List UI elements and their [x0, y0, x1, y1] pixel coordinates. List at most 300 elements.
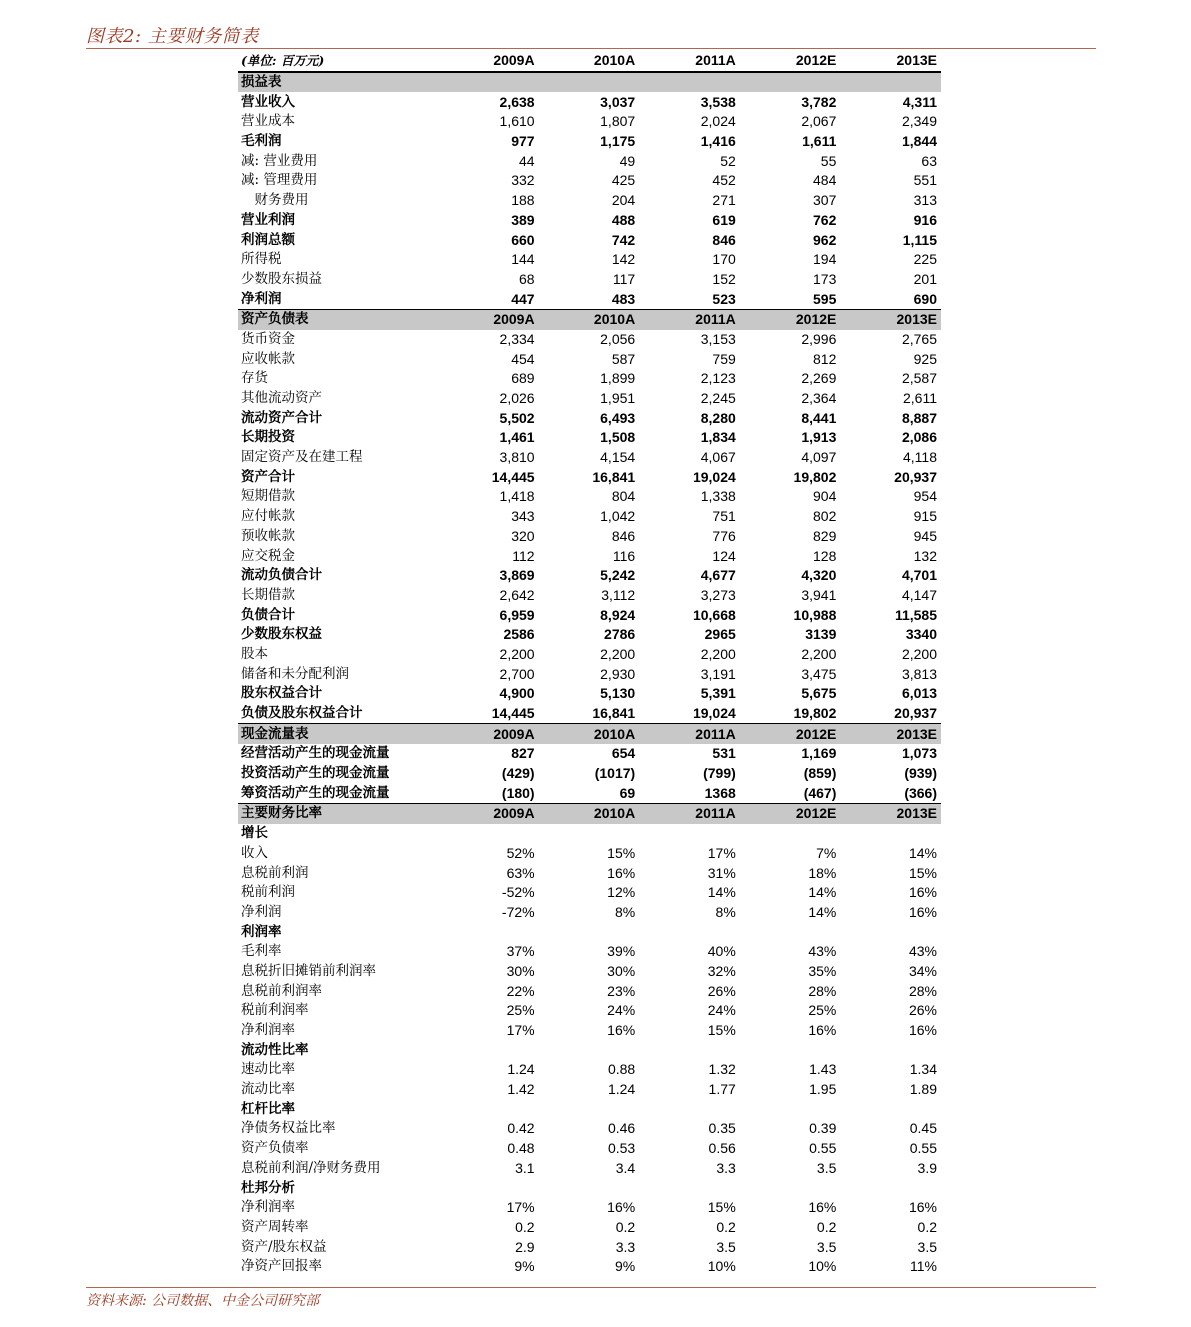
cell-value: 128: [813, 547, 837, 564]
table-row: [238, 586, 941, 606]
cell-value: 2,364: [801, 390, 837, 407]
cell-value: 3340: [905, 626, 937, 643]
table-row: [238, 1060, 941, 1080]
bottom-rule: [86, 1287, 1096, 1288]
table-row: [238, 369, 941, 389]
cell-value: 389: [511, 211, 535, 228]
row-label: 净资产回报率: [241, 1258, 322, 1275]
cell-value: 194: [813, 251, 837, 268]
cell-value: 1,418: [499, 488, 535, 505]
row-label: 主要财务比率: [238, 804, 438, 824]
cell-value: 3,810: [499, 449, 535, 466]
section-header-row: [238, 72, 941, 93]
cell-value: 0.55: [809, 1140, 837, 1157]
cell-value: 827: [511, 745, 535, 762]
cell-value: 2012E: [740, 724, 841, 744]
row-label: 少数股东权益: [241, 626, 322, 643]
cell-value: 18%: [808, 864, 837, 881]
row-label: 净利润率: [241, 1199, 295, 1216]
cell-value: 19,802: [793, 468, 837, 485]
cell-value: 2.9: [515, 1238, 535, 1255]
cell-value: 1,508: [600, 429, 636, 446]
cell-value: [539, 72, 640, 93]
cell-value: 17%: [506, 1199, 535, 1216]
cell-value: [740, 824, 841, 844]
cell-value: 484: [813, 172, 837, 189]
cell-value: 3.3: [716, 1159, 736, 1176]
cell-value: 10,668: [692, 606, 736, 623]
cell-value: 173: [813, 270, 837, 287]
row-label: 资产周转率: [241, 1218, 309, 1235]
cell-value: 6,959: [499, 606, 535, 623]
row-label: 税前利润率: [241, 1002, 309, 1019]
row-label: 固定资产及在建工程: [241, 449, 363, 466]
cell-value: 3,273: [700, 586, 736, 603]
cell-value: 204: [611, 192, 636, 209]
year-header: 2013E: [840, 51, 941, 72]
cell-value: 2,700: [499, 665, 535, 682]
table-row: [238, 527, 941, 547]
cell-value: 829: [813, 527, 837, 544]
cell-value: [840, 72, 941, 93]
cell-value: 5,130: [600, 685, 636, 702]
table-row: [238, 171, 941, 191]
row-label: 货币资金: [241, 330, 295, 347]
cell-value: 3,191: [700, 665, 736, 682]
cell-value: 24%: [707, 1002, 736, 1019]
cell-value: [639, 72, 740, 93]
cell-value: 19,802: [793, 705, 837, 722]
cell-value: 925: [913, 350, 937, 367]
cell-value: 2,200: [499, 645, 535, 662]
cell-value: 30%: [607, 962, 636, 979]
row-label: 资产负债率: [241, 1140, 309, 1157]
row-label: 流动资产合计: [241, 409, 322, 426]
row-label: 息税前利润/净财务费用: [241, 1159, 381, 1176]
table-row: [238, 448, 941, 468]
table-row: [238, 250, 941, 270]
cell-value: 4,097: [801, 449, 837, 466]
cell-value: 1.34: [909, 1061, 937, 1078]
cell-value: 2013E: [840, 309, 941, 329]
row-label: 流动负债合计: [241, 567, 322, 584]
cell-value: 2011A: [639, 724, 740, 744]
row-label: 息税折旧摊销前利润率: [241, 962, 376, 979]
cell-value: 2,638: [499, 93, 535, 110]
cell-value: 1.42: [507, 1081, 535, 1098]
table-row: [238, 981, 941, 1001]
cell-value: [639, 1178, 740, 1198]
row-label: 增长: [241, 825, 268, 842]
table-row: [238, 605, 941, 625]
cell-value: 28%: [808, 982, 837, 999]
cell-value: [438, 922, 539, 942]
cell-value: 1,610: [499, 113, 535, 130]
cell-value: 4,311: [902, 93, 937, 110]
cell-value: 447: [511, 290, 535, 307]
cell-value: 16,841: [592, 468, 636, 485]
cell-value: 945: [913, 527, 937, 544]
cell-value: 977: [511, 133, 535, 150]
cell-value: 11%: [910, 1258, 937, 1275]
cell-value: 3.5: [816, 1238, 837, 1255]
cell-value: 3,813: [901, 665, 937, 682]
cell-value: 15%: [908, 864, 937, 881]
table-header-row: [238, 51, 941, 72]
table-row: [238, 942, 941, 962]
cell-value: (939): [904, 765, 937, 782]
cell-value: 4,900: [499, 685, 535, 702]
table-row: [238, 566, 941, 586]
cell-value: 0.2: [917, 1218, 937, 1235]
row-label: 毛利润: [241, 133, 282, 150]
cell-value: 12%: [607, 884, 636, 901]
cell-value: 488: [611, 211, 636, 228]
cell-value: 2,349: [901, 113, 937, 130]
cell-value: 2,024: [700, 113, 736, 130]
cell-value: 776: [712, 527, 736, 544]
cell-value: 4,147: [901, 586, 937, 603]
cell-value: 2013E: [840, 724, 941, 744]
cell-value: 15%: [707, 1199, 736, 1216]
year-header: 2009A: [438, 51, 539, 72]
cell-value: (429): [501, 765, 535, 782]
cell-value: 1.77: [708, 1081, 736, 1098]
cell-value: 7%: [816, 844, 837, 861]
cell-value: (1017): [594, 765, 636, 782]
row-label: 杠杆比率: [241, 1100, 295, 1117]
cell-value: 452: [712, 172, 736, 189]
cell-value: [740, 922, 841, 942]
cell-value: 0.55: [909, 1140, 937, 1157]
cell-value: 17%: [506, 1022, 535, 1039]
cell-value: 2,200: [901, 645, 937, 662]
cell-value: 689: [511, 370, 535, 387]
cell-value: 2010A: [539, 724, 640, 744]
cell-value: 8,280: [700, 409, 736, 426]
year-header: 2011A: [639, 51, 740, 72]
table-row: [238, 1159, 941, 1179]
table-row: [238, 408, 941, 428]
cell-value: 25%: [808, 1002, 837, 1019]
cell-value: 44: [519, 152, 535, 169]
cell-value: (366): [904, 784, 937, 801]
subsection-row: [238, 1099, 941, 1119]
cell-value: 52: [720, 152, 736, 169]
cell-value: 3,475: [801, 665, 837, 682]
cell-value: 8%: [614, 903, 636, 920]
cell-value: 16%: [607, 1199, 636, 1216]
cell-value: [539, 1178, 640, 1198]
cell-value: 35%: [808, 962, 837, 979]
cell-value: 23%: [607, 982, 636, 999]
cell-value: 1,042: [600, 508, 636, 525]
cell-value: 915: [913, 508, 937, 525]
cell-value: 751: [712, 508, 736, 525]
cell-value: 3,037: [600, 93, 636, 110]
cell-value: 16,841: [592, 705, 636, 722]
cell-value: 2012E: [740, 309, 841, 329]
cell-value: 1,834: [700, 429, 736, 446]
cell-value: 116: [612, 547, 636, 564]
cell-value: 332: [511, 172, 535, 189]
cell-value: [840, 1040, 941, 1060]
cell-value: 68: [519, 270, 535, 287]
row-label: 流动比率: [241, 1081, 295, 1098]
row-label: 所得税: [241, 251, 282, 268]
cell-value: 39%: [607, 943, 636, 960]
cell-value: 1,115: [902, 231, 937, 248]
table-row: [238, 230, 941, 250]
table-row: [238, 1119, 941, 1139]
cell-value: 26%: [908, 1002, 937, 1019]
row-label: 毛利率: [241, 943, 282, 960]
cell-value: 4,118: [903, 449, 937, 466]
cell-value: [840, 922, 941, 942]
cell-value: 2009A: [438, 804, 539, 824]
table-row: [238, 428, 941, 448]
cell-value: 0.2: [615, 1218, 636, 1235]
subsection-row: [238, 922, 941, 942]
cell-value: 742: [611, 231, 636, 248]
row-label: 税前利润: [241, 884, 295, 901]
cell-value: 2,123: [700, 370, 736, 387]
cell-value: 4,067: [700, 449, 736, 466]
cell-value: 16%: [808, 1199, 837, 1216]
cell-value: 2,067: [801, 113, 837, 130]
cell-value: 1,073: [901, 745, 937, 762]
table-row: [238, 211, 941, 231]
cell-value: 3,869: [499, 567, 535, 584]
row-label: 杜邦分析: [241, 1179, 295, 1196]
row-label: 速动比率: [241, 1061, 295, 1078]
cell-value: 619: [712, 211, 736, 228]
cell-value: 313: [913, 192, 937, 209]
row-label: 资产合计: [241, 468, 295, 485]
table-row: [238, 389, 941, 409]
row-label: 营业收入: [241, 93, 295, 110]
row-label: 长期投资: [241, 429, 295, 446]
cell-value: 2010A: [539, 309, 640, 329]
cell-value: 804: [611, 488, 636, 505]
row-label: 股本: [241, 645, 268, 662]
cell-value: 52%: [506, 844, 535, 861]
cell-value: 1,611: [802, 133, 837, 150]
cell-value: 142: [611, 251, 636, 268]
cell-value: 20,937: [894, 705, 937, 722]
cell-value: 1,899: [600, 370, 636, 387]
cell-value: 2,200: [700, 645, 736, 662]
cell-value: 1,175: [600, 133, 636, 150]
section-header-row: [238, 309, 941, 329]
cell-value: 759: [712, 350, 736, 367]
cell-value: 3.5: [816, 1159, 837, 1176]
cell-value: 14%: [707, 884, 736, 901]
cell-value: 25%: [506, 1002, 535, 1019]
row-label: 收入: [241, 844, 268, 861]
cell-value: [840, 1178, 941, 1198]
cell-value: 2,587: [901, 370, 937, 387]
row-label: 损益表: [238, 72, 438, 93]
row-label: 财务费用: [241, 192, 309, 209]
cell-value: 2,334: [499, 330, 535, 347]
cell-value: 16%: [908, 1022, 937, 1039]
row-label: 营业成本: [241, 113, 295, 130]
row-label: 现金流量表: [238, 724, 438, 744]
table-row: [238, 1021, 941, 1041]
cell-value: 20,937: [894, 468, 937, 485]
cell-value: 2,026: [499, 390, 535, 407]
cell-value: 954: [913, 488, 937, 505]
section-header-row: [238, 724, 941, 744]
cell-value: 0.39: [809, 1120, 837, 1137]
cell-value: 24%: [607, 1002, 636, 1019]
table-row: [238, 1218, 941, 1238]
cell-value: 8%: [715, 903, 736, 920]
cell-value: 0.42: [507, 1120, 535, 1137]
cell-value: 3.3: [615, 1238, 636, 1255]
row-label: 筹资活动产生的现金流量: [241, 784, 390, 801]
cell-value: 11,585: [894, 606, 937, 623]
cell-value: 916: [913, 211, 937, 228]
row-label: 其他流动资产: [241, 390, 322, 407]
cell-value: 3.5: [716, 1238, 736, 1255]
cell-value: 63%: [506, 864, 535, 881]
row-label: 营业利润: [241, 211, 295, 228]
unit-label: (单位: 百万元): [238, 51, 438, 72]
table-row: [238, 744, 941, 764]
cell-value: 10%: [707, 1258, 736, 1275]
cell-value: 1,951: [600, 390, 636, 407]
cell-value: 0.88: [607, 1061, 636, 1078]
top-rule: [86, 48, 1096, 49]
cell-value: 152: [712, 270, 736, 287]
cell-value: 31%: [707, 864, 736, 881]
cell-value: 454: [511, 350, 535, 367]
cell-value: 654: [611, 745, 636, 762]
cell-value: 2,200: [801, 645, 837, 662]
cell-value: 6,013: [901, 685, 937, 702]
cell-value: 762: [813, 211, 837, 228]
cell-value: 2,765: [901, 330, 937, 347]
cell-value: 1,807: [600, 113, 636, 130]
subsection-row: [238, 824, 941, 844]
cell-value: 0.2: [816, 1218, 837, 1235]
cell-value: 2,086: [901, 429, 937, 446]
table-row: [238, 349, 941, 369]
cell-value: 343: [511, 508, 535, 525]
table-row: [238, 863, 941, 883]
table-row: [238, 191, 941, 211]
table-row: [238, 962, 941, 982]
cell-value: 14%: [808, 884, 837, 901]
cell-value: 0.2: [515, 1218, 535, 1235]
cell-value: 1,844: [901, 133, 937, 150]
cell-value: 1.95: [809, 1081, 837, 1098]
table-row: [238, 903, 941, 923]
row-label: 少数股东损益: [241, 270, 322, 287]
row-label: 利润率: [241, 923, 282, 940]
cell-value: [639, 1040, 740, 1060]
cell-value: 16%: [607, 864, 636, 881]
cell-value: 30%: [506, 962, 535, 979]
cell-value: 14%: [908, 844, 937, 861]
cell-value: 2,996: [801, 330, 837, 347]
table-row: [238, 546, 941, 566]
cell-value: 5,675: [801, 685, 837, 702]
cell-value: 5,391: [700, 685, 736, 702]
cell-value: 320: [511, 527, 535, 544]
cell-value: 10%: [808, 1258, 837, 1275]
cell-value: 16%: [908, 884, 937, 901]
cell-value: 690: [913, 290, 937, 307]
row-label: 长期借款: [241, 586, 295, 603]
cell-value: 1.24: [607, 1081, 636, 1098]
row-label: 资产/股东权益: [241, 1238, 327, 1255]
cell-value: (180): [501, 784, 535, 801]
cell-value: 40%: [707, 943, 736, 960]
cell-value: 2012E: [740, 804, 841, 824]
cell-value: 2010A: [539, 804, 640, 824]
cell-value: 32%: [707, 962, 736, 979]
year-header: 2010A: [539, 51, 640, 72]
cell-value: 170: [712, 251, 736, 268]
cell-value: 1,416: [700, 133, 736, 150]
cell-value: 225: [913, 251, 937, 268]
cell-value: 17%: [707, 844, 736, 861]
row-label: 息税前利润率: [241, 982, 322, 999]
row-label: 短期借款: [241, 488, 295, 505]
cell-value: 307: [813, 192, 837, 209]
cell-value: 2,200: [600, 645, 636, 662]
cell-value: 2586: [503, 626, 535, 643]
cell-value: 28%: [908, 982, 937, 999]
table-row: [238, 883, 941, 903]
cell-value: [438, 72, 539, 93]
cell-value: [438, 1099, 539, 1119]
cell-value: 6,493: [600, 409, 636, 426]
table-row: [238, 112, 941, 132]
cell-value: 8,441: [801, 409, 837, 426]
row-label: 资产负债表: [238, 309, 438, 329]
cell-value: 34%: [908, 962, 937, 979]
table-row: [238, 625, 941, 645]
cell-value: 962: [813, 231, 837, 248]
cell-value: 3.9: [917, 1159, 937, 1176]
cell-value: 8,887: [901, 409, 937, 426]
cell-value: -52%: [501, 884, 535, 901]
row-label: 应交税金: [241, 547, 295, 564]
cell-value: 16%: [908, 1199, 937, 1216]
cell-value: [539, 922, 640, 942]
row-label: 应收帐款: [241, 350, 295, 367]
table-row: [238, 1139, 941, 1159]
cell-value: 2013E: [840, 804, 941, 824]
cell-value: 4,701: [901, 567, 937, 584]
cell-value: 523: [712, 290, 736, 307]
cell-value: 49: [619, 152, 636, 169]
section-header-row: [238, 804, 941, 824]
table-row: [238, 684, 941, 704]
figure-title: 图表2: 主要财务简表: [86, 26, 259, 47]
table-row: [238, 764, 941, 784]
cell-value: 15%: [607, 844, 636, 861]
cell-value: 0.2: [716, 1218, 736, 1235]
cell-value: 14%: [808, 903, 837, 920]
cell-value: 9%: [514, 1258, 535, 1275]
table-row: [238, 487, 941, 507]
cell-value: 1,461: [499, 429, 535, 446]
